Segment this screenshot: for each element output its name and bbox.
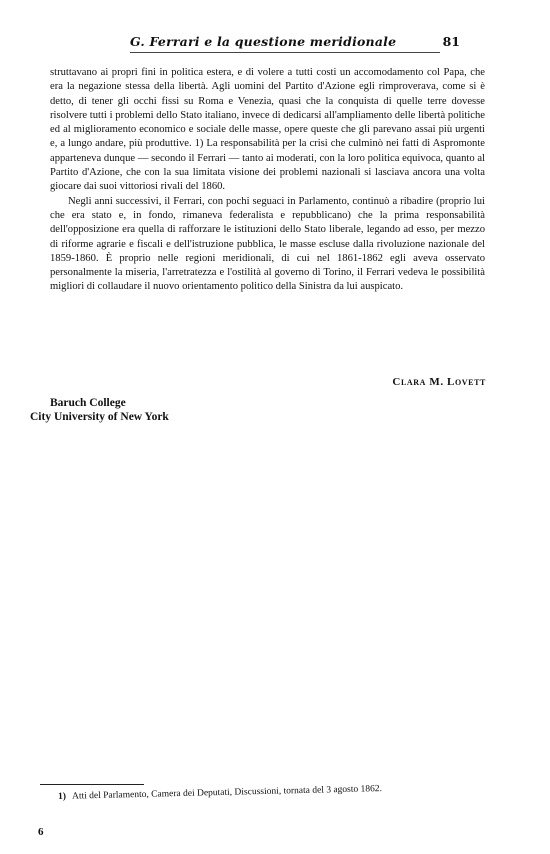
paragraph: Negli anni successivi, il Ferrari, con pochi seguaci in Parlamento, continuò a ribadire (proprio lui che era stato e, in fondo, rimaneva federalista e repubblicano) che la prima responsabilità dell'opposizione era quella di rafforzare le istituzioni dello Stato liberale, legando ad esso, per mezzo di riforme agrarie e fiscali e dell'istruzione pubblica, le masse escluse dalla rivoluzione nazionale del 1859-1860. È proprio nelle regioni meridionali, di cui nel 1861-1862 egli aveva osservato personalmente la miseria, l'arretratezza e l'ostilità al governo di Torino, il Ferrari vedeva le possibilità migliori di collaudare il nuovo orientamento politico della Sinistra da lui auspicato. [50,195,485,293]
page-number: 81 [442,34,460,49]
paragraph: struttavano ai propri fini in politica estera, e di volere a tutti costi un accomodamento col Papa, che era la negazione stessa della libertà. Agli uomini del Partito d'Azione egli rimproverava, come si è detto, di tener gli occhi fissi su Roma e Venezia, quasi che la conquista di quelle terre dovesse risolvere tutti i problemi dello Stato italiano, invece di dedicarsi all'ampliamento delle libertà politiche ed al miglioramento economico e sociale delle masse, opere queste che gli parevano assai più urgenti e, a lungo andare, più produttive. 1) La responsabilità per la crisi che culminò nei fatti di Aspromonte apparteneva dunque — secondo il Ferrari — tanto ai moderati, con la loro politica equivoca, quanto al Partito d'Azione, che con la sua limitata visione dei problemi nazionali si lasciava ancora una volta giocare dai suoi vittoriosi rivali del 1860. [50,67,485,193]
affiliation-university: City University of New York [30,411,169,423]
footnote-text: Atti del Parlamento, Camera dei Deputati, Discussioni, tornata del 3 agosto 1862. [71,784,383,802]
affiliation-college: Baruch College [50,397,126,409]
author-signature: Clara M. Lovett [392,376,486,388]
footnote-marker: 1) [58,791,67,802]
footnote-rule [40,784,144,785]
printer-signature-mark: 6 [38,826,44,838]
running-header [130,34,490,52]
body-text [50,66,485,295]
author-affiliation [30,396,169,424]
running-title: G. Ferrari e la questione meridionale [130,34,397,49]
header-rule [130,52,440,53]
